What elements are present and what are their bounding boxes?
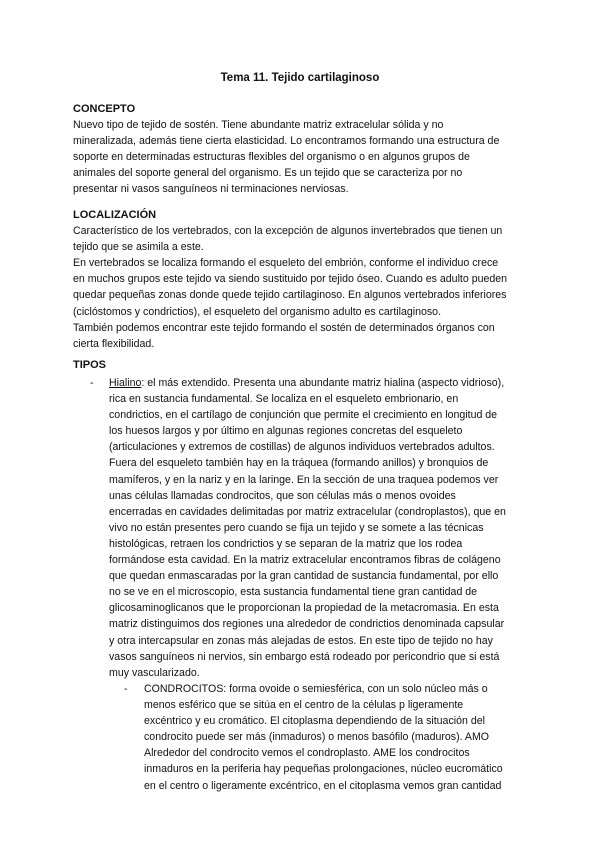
paragraph-line: Fuera del esqueleto también hay en la tráquea (formando anillos) y bronquios de xyxy=(109,457,489,470)
paragraph-line: tejido que se asimila a este. xyxy=(73,241,204,254)
paragraph-line: (ciclóstomos y condrictios), el esqueleto del organismo adulto es cartilaginoso. xyxy=(73,305,442,318)
list-item-hialino xyxy=(90,375,530,681)
paragraph-line: También podemos encontrar este tejido formando el sostén de determinados órganos con xyxy=(73,321,495,334)
paragraph-line: matriz distinguimos dos regiones una alrededor de condrictios denominada capsular xyxy=(109,618,505,631)
paragraph-line: Alrededor del condrocito vemos el condroplasto. AME los condrocitos xyxy=(144,747,470,760)
paragraph-line: unas células llamadas condrocitos, que son células más o menos ovoides xyxy=(109,489,456,502)
paragraph-line: histológicas, retraen los condrictios y se separan de la matriz que los rodea xyxy=(109,537,463,550)
paragraph-line: en muchos grupos este tejido va siendo sustituido por tejido óseo. Cuando es adulto pueden xyxy=(73,273,508,286)
paragraph-line: Característico de los vertebrados, con la excepción de algunos invertebrados que tienen un xyxy=(73,225,503,238)
paragraph-line: glicosaminoglicanos que le proporcionan la propiedad de la metacromasia. En esta xyxy=(109,602,499,615)
paragraph-line: en el centro o ligeramente excéntrico, en el citoplasma vemos gran cantidad xyxy=(144,779,502,792)
sublist-bullet: - xyxy=(124,683,128,695)
paragraph-line: animales del soporte general del organismo. Es un tejido que se caracteriza por no xyxy=(73,167,463,180)
term-definition: : el más extendido. Presenta una abundante matriz hialina (aspecto vidrioso), xyxy=(141,377,505,389)
paragraph-line: mamíferos, y en la nariz y en la laringe. En la sección de una traquea podemos ver xyxy=(109,473,499,486)
paragraph-line: no se ve en el microscopio, esta sustancia fundamental tiene gran cantidad de xyxy=(109,586,478,599)
paragraph-line: excéntrico y eu cromático. El citoplasma dependiendo de la situación del xyxy=(144,715,485,728)
document-title: Tema 11. Tejido cartilaginoso xyxy=(220,72,380,84)
section-heading-localizacion: LOCALIZACIÓN xyxy=(73,209,157,221)
paragraph-line: que quedan enmascaradas por la gran cantidad de sustancia fundamental, por ello xyxy=(109,570,499,583)
paragraph-line: y otra intercapsular en zonas más alejadas de estos. En este tipo de tejido no hay xyxy=(109,634,493,647)
term-hialino: Hialino xyxy=(109,377,142,389)
paragraph-line: presentar ni vasos sanguíneos ni terminaciones nerviosas. xyxy=(73,183,349,196)
paragraph-line: rica en sustancia fundamental. Se localiza en el esqueleto embrionario, en xyxy=(109,393,459,406)
section-concepto xyxy=(73,101,533,198)
paragraph-line: quedar pequeñas zonas donde quede tejido cartilaginoso. En algunos vertebrados inferiores xyxy=(73,289,507,302)
section-heading-tipos: TIPOS xyxy=(73,359,107,371)
paragraph-line: formándose esta cavidad. En la matriz extracelular encontramos fibras de colágeno xyxy=(109,554,501,567)
paragraph-line: CONDROCITOS: forma ovoide o semiesférica, con un solo núcleo más o xyxy=(144,683,488,695)
paragraph-line: inmaduros en la periferia hay pequeñas prolongaciones, núcleo eucromático xyxy=(144,763,503,776)
paragraph-line: menos esférico que se sitúa en el centro de la células p ligeramente xyxy=(144,699,464,712)
paragraph-line: mineralizada, además tiene cierta elasticidad. Lo encontramos formando una estructura de xyxy=(73,135,500,148)
section-localizacion xyxy=(73,207,533,352)
sublist-item-condrocitos xyxy=(124,681,534,794)
paragraph-line: soporte en determinadas estructuras flexibles del organismo o en algunos grupos de xyxy=(73,151,470,164)
section-tipos xyxy=(73,357,533,373)
paragraph-line: muy vascularizado. xyxy=(109,666,200,679)
list-bullet: - xyxy=(90,377,94,389)
paragraph-line: encerradas en cavidades delimitadas por matriz extracelular (condroplastos), que en xyxy=(109,505,506,518)
paragraph-line: En vertebrados se localiza formando el esqueleto del embrión, conforme el individuo crece xyxy=(73,257,499,270)
paragraph-line xyxy=(109,375,530,391)
paragraph-line: vivo no están presentes pero cuando se fija un tejido y se somete a las técnicas xyxy=(109,521,484,534)
paragraph-line: vasos sanguíneos ni nervios, sin embargo está rodeado por pericondrio que si está xyxy=(109,650,500,663)
paragraph-line: Nuevo tipo de tejido de sostén. Tiene abundante matriz extracelular sólida y no xyxy=(73,119,444,132)
paragraph-line: cierta flexibilidad. xyxy=(73,337,155,350)
paragraph-line: (articulaciones y extremos de costillas) de algunos individuos vertebrados adultos. xyxy=(109,441,495,454)
paragraph-line: los huesos largos y por último en algunas regiones concretas del esqueleto xyxy=(109,425,463,438)
section-heading-concepto: CONCEPTO xyxy=(73,103,136,115)
paragraph-line: condrictios, en el cartílago de conjunción que permite el crecimiento en longitud de xyxy=(109,409,498,422)
paragraph-line: condrocito puede ser más (inmaduros) o menos basófilo (maduros). AMO xyxy=(144,731,490,744)
